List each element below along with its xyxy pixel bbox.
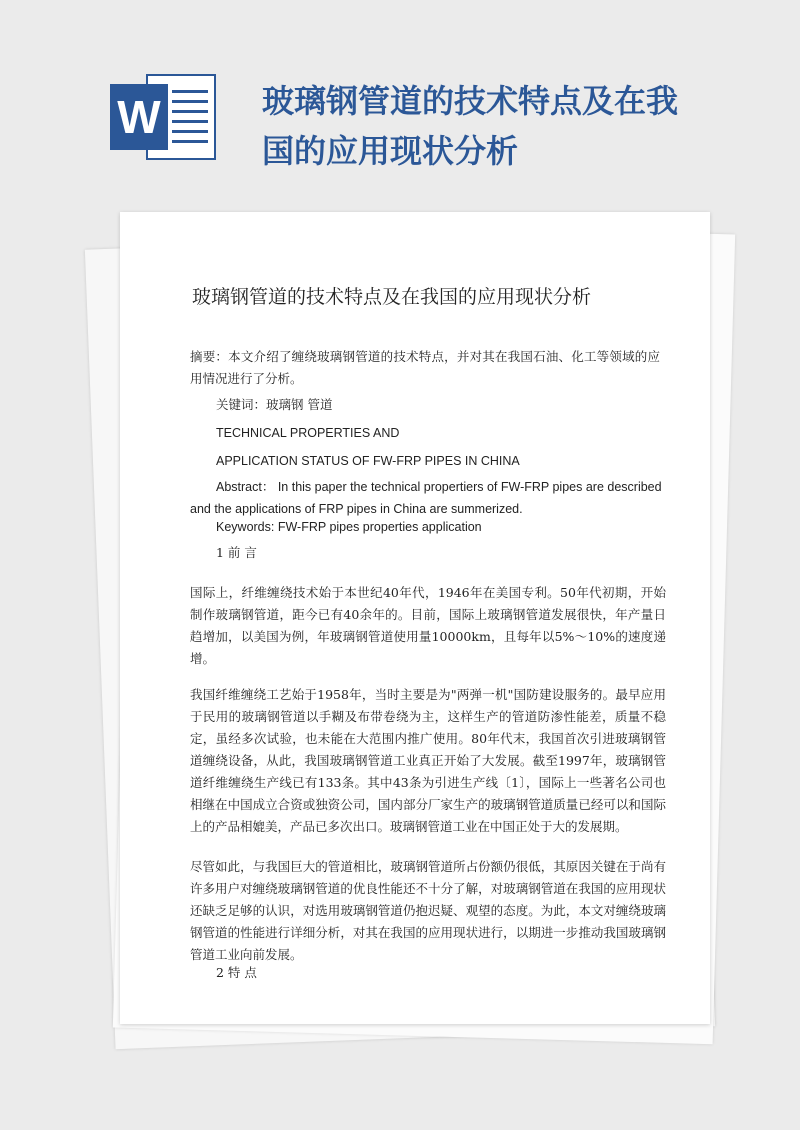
section-heading-2: 2 特 点 xyxy=(216,965,257,980)
body-paragraph-2: 我国纤维缠绕工艺始于1958年，当时主要是为"两弹一机"国防建设服务的。最早应用于民用的玻璃钢管道以手糊及布带卷绕为主，这样生产的管道防渗性能差，质量不稳定，虽经多次试验，也未能在大范围内推广使用。80年代末，我国首次引进玻璃钢管道缠绕设备，从此，我国玻璃钢管道工业真正开始了大发展。截至1997年，玻璃钢管道纤维缠绕生产线已有133条。其中43条为引进生产线〔1〕，国际上一些著名公司也相继在中国成立合资或独资公司，国内部分厂家生产的玻璃钢管道质量已经可以和国际上的产品相媲美，产品已多次出口。玻璃钢管道工业在中国正处于大的发展期。 xyxy=(190,687,666,834)
word-badge: W xyxy=(110,84,168,150)
english-abstract: Abstract： In this paper the technical propertiers of FW-FRP pipes are described and the applications of FRP pipes in China are summerized. xyxy=(190,480,662,516)
body-paragraph-3: 尽管如此，与我国巨大的管道相比，玻璃钢管道所占份额仍很低，其原因关键在于尚有许多用户对缠绕玻璃钢管道的优良性能还不十分了解，对玻璃钢管道在我国的应用现状还缺乏足够的认识，对选用玻璃钢管道仍抱迟疑、观望的态度。为此，本文对缠绕玻璃钢管道的性能进行详细分析，对其在我国的应用现状进行，以期进一步推动我国玻璃钢管道工业向前发展。 xyxy=(190,859,666,962)
section-heading-1: 1 前 言 xyxy=(216,545,257,560)
header xyxy=(0,0,800,200)
word-document-icon xyxy=(110,74,216,160)
english-keywords: Keywords: FW-FRP pipes properties application xyxy=(216,520,482,534)
abstract-chinese: 摘要：本文介绍了缠绕玻璃钢管道的技术特点，并对其在我国石油、化工等领域的应用情况进行了分析。 xyxy=(190,349,660,386)
keywords-chinese: 关键词：玻璃钢 管道 xyxy=(216,397,333,412)
body-paragraph-1: 国际上，纤维缠绕技术始于本世纪40年代，1946年在美国专利。50年代初期，开始制作玻璃钢管道，距今已有40余年的。目前，国际上玻璃钢管道发展很快，年产量日趋增加，以美国为例，年玻璃钢管道使用量10000km，且每年以5%～10%的速度递增。 xyxy=(190,585,666,666)
english-title-line-1: TECHNICAL PROPERTIES AND xyxy=(216,426,400,440)
document-title: 玻璃钢管道的技术特点及在我国的应用现状分析 xyxy=(192,286,592,308)
header-title: 玻璃钢管道的技术特点及在我国的应用现状分析 xyxy=(262,82,679,170)
english-title-line-2: APPLICATION STATUS OF FW-FRP PIPES IN CHINA xyxy=(216,454,520,468)
document-page xyxy=(120,212,710,1024)
